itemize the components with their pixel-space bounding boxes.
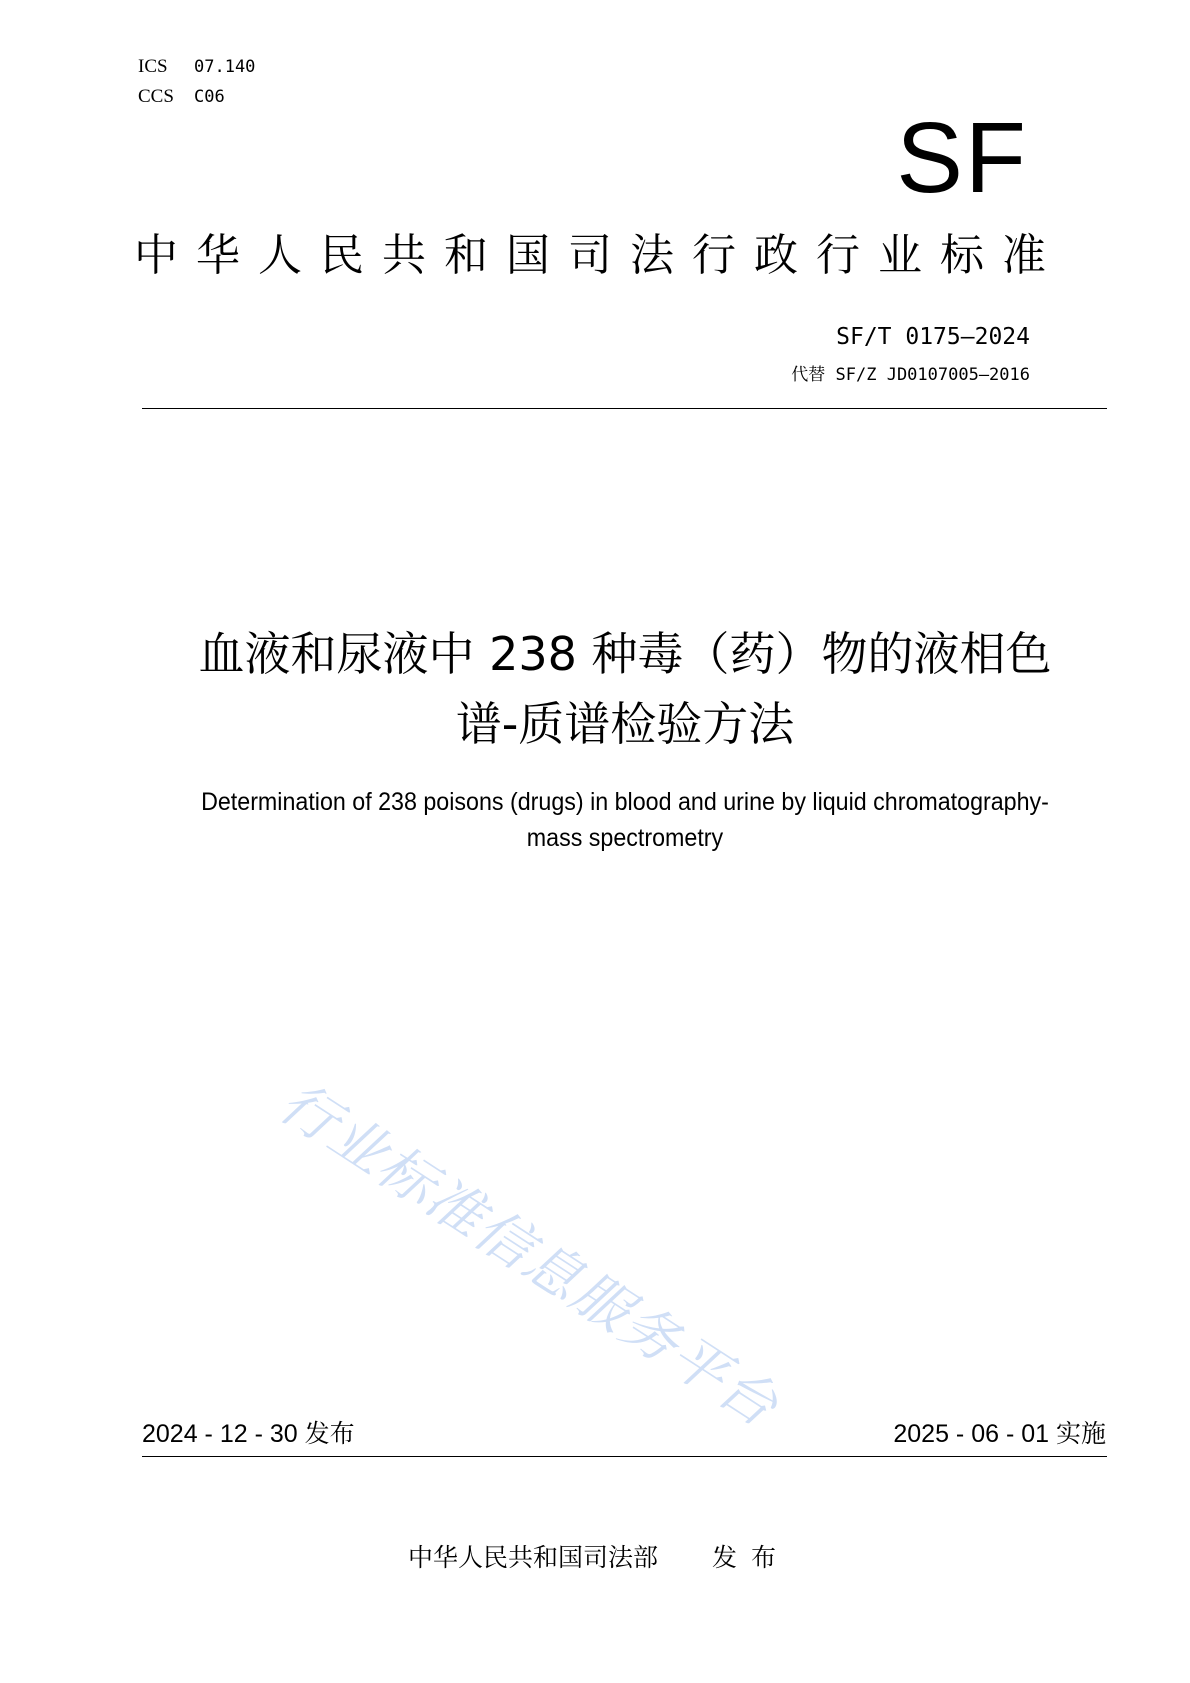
header-divider — [142, 408, 1107, 409]
ics-code — [138, 54, 255, 79]
issuer-organization: 中华人民共和国司法部 — [408, 1543, 659, 1572]
footer-divider — [142, 1456, 1107, 1457]
replaces-standard: 代替 SF/Z JD0107005—2016 — [791, 365, 1030, 385]
ccs-label: CCS — [138, 86, 174, 107]
ccs-value: C06 — [194, 87, 225, 107]
title-cn-line1: 血液和尿液中 238 种毒（药）物的液相色 — [198, 627, 1052, 681]
title-en-line1: Determination of 238 poisons (drugs) in blood and urine by liquid chromatography- — [201, 788, 1049, 816]
ics-label: ICS — [138, 56, 168, 77]
standard-number: SF/T 0175—2024 — [836, 324, 1030, 350]
issuer-action: 发布 — [712, 1543, 791, 1572]
title-cn-line2: 谱-质谱检验方法 — [455, 697, 795, 751]
ccs-code — [138, 84, 225, 109]
issue-date: 2024 - 12 - 30 发布 — [142, 1420, 355, 1448]
effective-date: 2025 - 06 - 01 实施 — [893, 1420, 1106, 1448]
issuer — [408, 1542, 790, 1574]
sf-logo: SF — [896, 102, 1028, 214]
title-en-line2: mass spectrometry — [526, 824, 724, 852]
ics-value: 07.140 — [194, 57, 256, 77]
standard-category: 中华人民共和国司法行政行业标准 — [134, 230, 1064, 281]
watermark: 行业标准信息服务平台 — [268, 1070, 790, 1441]
